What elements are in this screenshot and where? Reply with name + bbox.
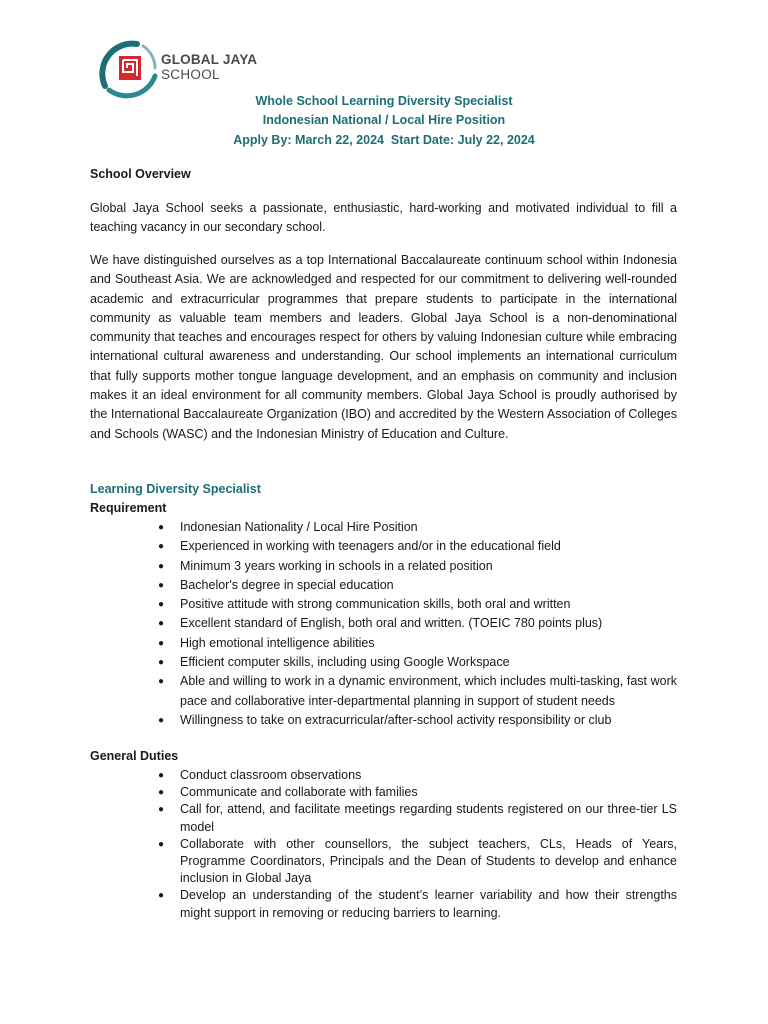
list-item: ● Indonesian Nationality / Local Hire Position (90, 518, 677, 537)
list-item: ● Positive attitude with strong communication skills, both oral and written (90, 595, 677, 614)
general-duties-heading: General Duties (90, 749, 179, 763)
job-title: Whole School Learning Diversity Specialist (255, 94, 513, 108)
list-item: ● Communicate and collaborate with families (90, 784, 677, 801)
list-item: ● Develop an understanding of the student’s learner variability and how their strengths might support in removing or reducing barriers to learning. (90, 887, 677, 921)
list-item: ● Excellent standard of English, both oral and written. (TOEIC 780 points plus) (90, 614, 677, 633)
list-item: ● Conduct classroom observations (90, 767, 677, 784)
key-dates: Apply By: March 22, 2024 Start Date: July 22, 2024 (233, 133, 535, 147)
list-item: ● Willingness to take on extracurricular/after-school activity responsibility or club (90, 711, 677, 730)
list-item: ● Minimum 3 years working in schools in a related position (90, 557, 677, 576)
school-overview-heading: School Overview (90, 167, 191, 181)
list-item: ● Experienced in working with teenagers and/or in the educational field (90, 537, 677, 556)
requirement-heading: Requirement (90, 501, 167, 515)
logo-name: GLOBAL JAYA (161, 52, 258, 67)
list-item: ● High emotional intelligence abilities (90, 634, 677, 653)
duties-list (90, 767, 677, 922)
list-item: ● Efficient computer skills, including using Google Workspace (90, 653, 677, 672)
list-item: ● Call for, attend, and facilitate meetings regarding students registered on our three-tier LS model (90, 801, 677, 835)
overview-paragraph-2: We have distinguished ourselves as a top International Baccalaureate continuum school within Indonesia and Southeast Asia. We are acknowledged and respected for our commitment to delivering well-rounded academic and extracurricular programmes that prepare students to participate in the international community as valuable team members and leaders. Global Jaya School is a non-denominational community that teaches and encourages respect for others by valuing Indonesian culture while embracing international cultural awareness and understanding. Our school implements an international curriculum that fully supports mother tongue language development, and an emphasis on community and inclusion makes it an ideal environment for all community members. Global Jaya School is proudly authorised by the International Baccalaureate Organization (IBO) and accredited by the Western Association of Colleges and Schools (WASC) and the Indonesian Ministry of Education and Culture. (90, 253, 677, 441)
position-type: Indonesian National / Local Hire Position (262, 113, 506, 127)
role-title: Learning Diversity Specialist (90, 482, 261, 496)
list-item: ● Collaborate with other counsellors, the subject teachers, CLs, Heads of Years, Programme Coordinators, Principals and the Dean of Students to develop and enhance inclusion in Global Jaya (90, 836, 677, 888)
requirements-list (90, 518, 677, 730)
list-item: ● Bachelor's degree in special education (90, 576, 677, 595)
logo-subname: SCHOOL (161, 67, 220, 82)
list-item: ● Able and willing to work in a dynamic environment, which includes multi-tasking, fast work pace and collaborative inter-departmental planning in support of student needs (90, 672, 677, 711)
overview-paragraph-1: Global Jaya School seeks a passionate, enthusiastic, hard-working and motivated individual to fill a teaching vacancy in our secondary school. (90, 201, 677, 235)
